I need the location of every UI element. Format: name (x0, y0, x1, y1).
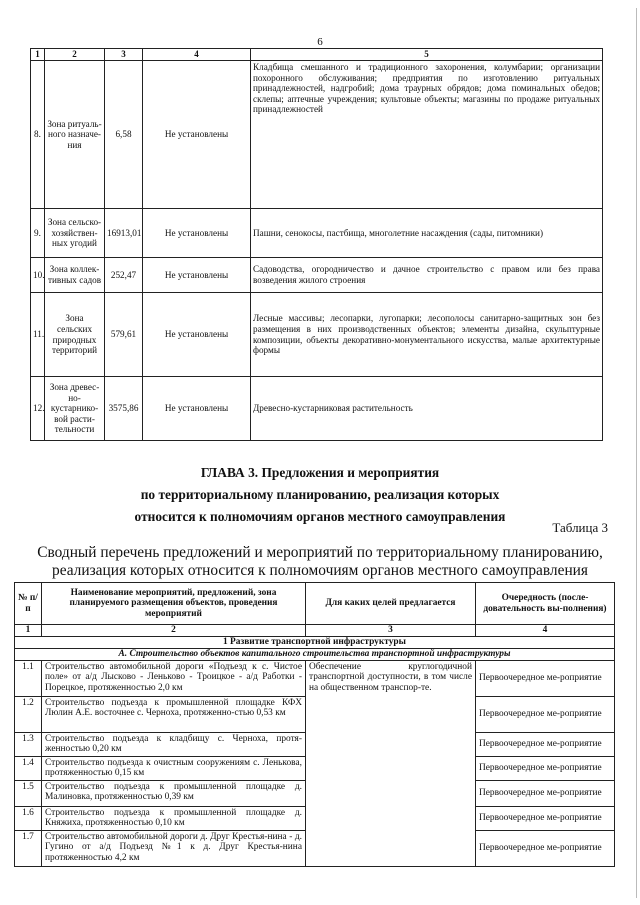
row-number: 1.4 (15, 756, 42, 780)
chapter-title-line: ГЛАВА 3. Предложения и мероприятия (200, 465, 440, 480)
zone-uses: Кладбища смешанного и традиционного захоронения, колумбарии; организации похоронного обслуживания; предприятия по изготовлению ритуальных принадлежностей, надгробий; дома траурных обрядов; дома поминальных обедов; склепы; аптечные учреждения; культовые объекты; магазины по продаже ритуальных принадлежностей (251, 61, 603, 209)
chapter-title-line: относится к полномочиям органов местного самоуправления (134, 509, 506, 524)
row-number: 1.2 (15, 696, 42, 732)
header-cell: 1 (31, 49, 45, 61)
header-measures: Наименование мероприятий, предложений, зона планируемого размещения объектов, проведения мероприятий (42, 583, 306, 625)
measure-text: Строительство подъезда к очистным сооружениям с. Ленькова, протяженностью 0,15 км (42, 756, 306, 780)
page-number: 6 (317, 36, 323, 48)
subsection-row (15, 648, 615, 660)
row-number: 1.7 (15, 830, 42, 866)
header-cell: 2 (45, 49, 105, 61)
table-caption: Сводный перечень предложений и мероприятий по территориальному планированию, реализация которых относится к полномочиям органов местного самоуправления (37, 544, 603, 579)
zone-area: 252,47 (105, 258, 143, 293)
table-row (31, 258, 603, 293)
header-purpose: Для каких целей предлагается (306, 583, 476, 625)
header-cell: 5 (251, 49, 603, 61)
measure-order: Первоочередное ме-роприятие (476, 806, 615, 830)
table-row (31, 61, 603, 209)
zones-table-header-row (31, 49, 603, 61)
row-number: 1.1 (15, 660, 42, 696)
zone-name: Зона древес-но-кустарнико-вой расти-тельности (45, 377, 105, 441)
zone-uses: Лесные массивы; лесопарки, лугопарки; лесополосы санитарно-защитных зон без размещения в них производственных объектов; элементы дизайна, скульптурные композиции, объекты декоративно-монументального искусства, малые архитектурные формы (251, 293, 603, 377)
chapter-title (0, 462, 640, 528)
zone-uses: Пашни, сенокосы, пастбища, многолетние насаждения (сады, питомники) (251, 209, 603, 258)
zone-limits: Не установлены (143, 258, 251, 293)
table-row (31, 377, 603, 441)
column-number: 4 (476, 625, 615, 637)
row-number: 10. (31, 258, 45, 293)
zone-area: 3575,86 (105, 377, 143, 441)
zone-name: Зона ритуаль-ного назначе-ния (45, 61, 105, 209)
row-number: 11. (31, 293, 45, 377)
zone-limits: Не установлены (143, 293, 251, 377)
row-number: 8. (31, 61, 45, 209)
header-order: Очередность (после-довательность вы-полнения) (476, 583, 615, 625)
zone-name: Зона сельско-хозяйствен-ных угодий (45, 209, 105, 258)
column-numbers-row (15, 625, 615, 637)
zone-limits: Не установлены (143, 209, 251, 258)
row-number: 12. (31, 377, 45, 441)
measures-table (14, 582, 615, 867)
zone-uses: Садоводства, огородничество и дачное строительство с правом или без права возведения жилого строения (251, 258, 603, 293)
zone-limits: Не установлены (143, 61, 251, 209)
zone-area: 6,58 (105, 61, 143, 209)
column-number: 3 (306, 625, 476, 637)
measure-order: Первоочередное ме-роприятие (476, 696, 615, 732)
table-label: Таблица 3 (552, 520, 608, 535)
measure-text: Строительство подъезда к промышленной площадке д. Малиновка, протяженностью 0,39 км (42, 780, 306, 806)
section-row (15, 636, 615, 648)
section-title: 1 Развитие транспортной инфраструктуры (15, 636, 615, 648)
measure-text: Строительство подъезда к кладбищу с. Черноха, протя-женностью 0,20 км (42, 732, 306, 756)
measure-text: Строительство подъезда к промышленной площадке д. Княжиха, протяженностью 0,10 км (42, 806, 306, 830)
header-cell: 3 (105, 49, 143, 61)
row-number: 1.6 (15, 806, 42, 830)
measure-order: Первоочередное ме-роприятие (476, 732, 615, 756)
row-number: 1.3 (15, 732, 42, 756)
zone-name: Зона коллек-тивных садов (45, 258, 105, 293)
measure-text: Строительство автомобильной дороги «Подъезд к с. Чистое поле» от а/д Лысково - Леньково - Троицкое - а/д Работки - Порецкое, протяженностью 2,0 км (42, 660, 306, 696)
zones-table (30, 48, 603, 441)
chapter-title-line: по территориальному планированию, реализация которых (140, 487, 500, 502)
scan-edge-line (636, 8, 637, 898)
measure-order: Первоочередное ме-роприятие (476, 660, 615, 696)
zone-limits: Не установлены (143, 377, 251, 441)
header-cell: 4 (143, 49, 251, 61)
zone-uses: Древесно-кустарниковая растительность (251, 377, 603, 441)
row-number: 1.5 (15, 780, 42, 806)
zone-area: 579,61 (105, 293, 143, 377)
table-row (15, 660, 615, 696)
subsection-title: А. Строительство объектов капитального строительства транспортной инфраструктуры (15, 648, 615, 660)
row-number: 9. (31, 209, 45, 258)
measure-purpose: Обеспечение круглогодичной транспортной доступности, в том числе на общественном транспор-те. (306, 660, 476, 866)
table-row (31, 209, 603, 258)
column-number: 2 (42, 625, 306, 637)
measure-order: Первоочередное ме-роприятие (476, 830, 615, 866)
measure-text: Строительство подъезда к промышленной площадке КФХ Люлин А.Е. восточнее с. Черноха, протяженно-стью 0,53 км (42, 696, 306, 732)
measure-order: Первоочередное ме-роприятие (476, 756, 615, 780)
table-row (31, 293, 603, 377)
header-number: № п/п (15, 583, 42, 625)
zone-name: Зона сельских природных территорий (45, 293, 105, 377)
zone-area: 16913,01 (105, 209, 143, 258)
column-number: 1 (15, 625, 42, 637)
measure-text: Строительство автомобильной дороги д. Друг Крестья-нина - д. Гугино от а/д Подъезд №1 к д. Друг Крестья-нина протяженностью 4,2 км (42, 830, 306, 866)
measure-order: Первоочередное ме-роприятие (476, 780, 615, 806)
measures-header-row (15, 583, 615, 625)
